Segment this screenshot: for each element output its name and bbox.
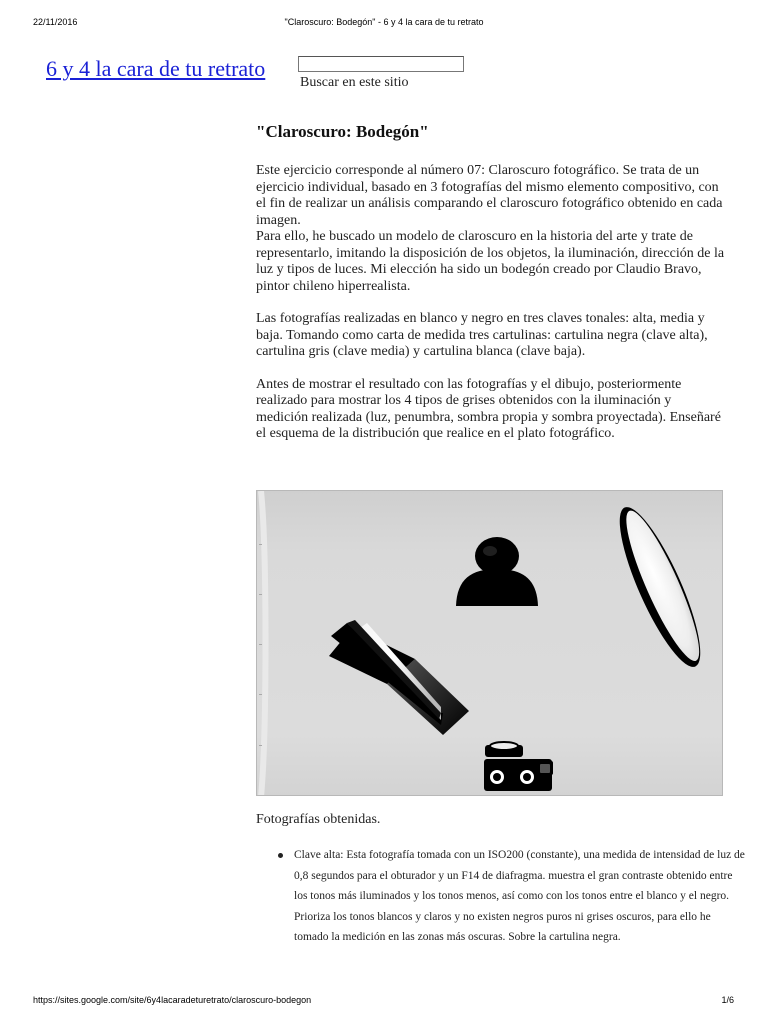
photos-caption: Fotografías obtenidas.: [256, 812, 381, 827]
search-label: Buscar en este sitio: [300, 75, 409, 90]
print-doc-title: "Claroscuro: Bodegón" - 6 y 4 la cara de tu retrato: [284, 17, 484, 27]
print-header: [0, 17, 768, 29]
softbox-light-icon: [329, 620, 469, 735]
left-tick-marks: [259, 544, 262, 746]
reflector-icon: [605, 499, 714, 675]
site-title-link[interactable]: 6 y 4 la cara de tu retrato: [46, 56, 266, 81]
print-date: 22/11/2016: [33, 17, 78, 27]
paragraph: Las fotografías realizadas en blanco y negro en tres claves tonales: alta, media y baja. Tomando como carta de medida tres cartulinas: cartulina negra (clave alta), cartulina gris (clave media) y cartulina blanca (clave baja).: [256, 311, 708, 360]
camera-icon: [484, 742, 553, 791]
search-input[interactable]: [298, 56, 464, 72]
post-content: [256, 122, 726, 443]
list-item: Clave alta: Esta fotografía tomada con un ISO200 (constante), una medida de intensidad de luz de 0,8 segundos para el obturador y un F14 de diafragma. muestra el gran contraste obtenido entre los tonos más iluminados y los tonos menos, así como con los tonos entre el blanco y el negro. Prioriza los tonos blancos y claros y no existen negros puros ni grises oscuros, para ello he tomado la medición en las zonas más oscuras. Sobre la cartulina negra.: [294, 845, 746, 948]
paragraph: Este ejercicio corresponde al número 07: Claroscuro fotográfico. Se trata de un ejercicio individual, basado en 3 fotografías del mismo elemento compositivo, con el fin de realizar un análisis comparando el claroscuro fotográfico obtenido en cada imagen.: [256, 163, 723, 228]
paragraph: Antes de mostrar el resultado con las fotografías y el dibujo, posteriormente realizado para mostrar los 4 tipos de grises obtenidos con la iluminación y medición realizada (luz, penumbra, sombra propia y sombra proyectada). Enseñaré el esquema de la distribución que realice en el plato fotográfico.: [256, 376, 721, 442]
print-url: https://sites.google.com/site/6y4lacaradeturetrato/claroscuro-bodegon: [33, 995, 312, 1005]
search-box: [298, 56, 464, 90]
backdrop-curve: [261, 491, 266, 796]
print-page-number: 1/6: [721, 995, 734, 1005]
subject-figure-icon: [456, 537, 538, 606]
print-footer: [0, 995, 768, 1007]
page-title: "Claroscuro: Bodegón": [256, 122, 429, 141]
studio-lighting-diagram: [256, 490, 723, 796]
paragraph: Para ello, he buscado un modelo de claroscuro en la historia del arte y trate de representarlo, imitando la disposición de los objetos, la iluminación, dirección de la luz y tipos de luces. Mi elección ha sido un bodegón creado por Claudio Bravo, pintor chileno hiperrealista.: [256, 229, 725, 294]
photo-list: [272, 845, 746, 948]
